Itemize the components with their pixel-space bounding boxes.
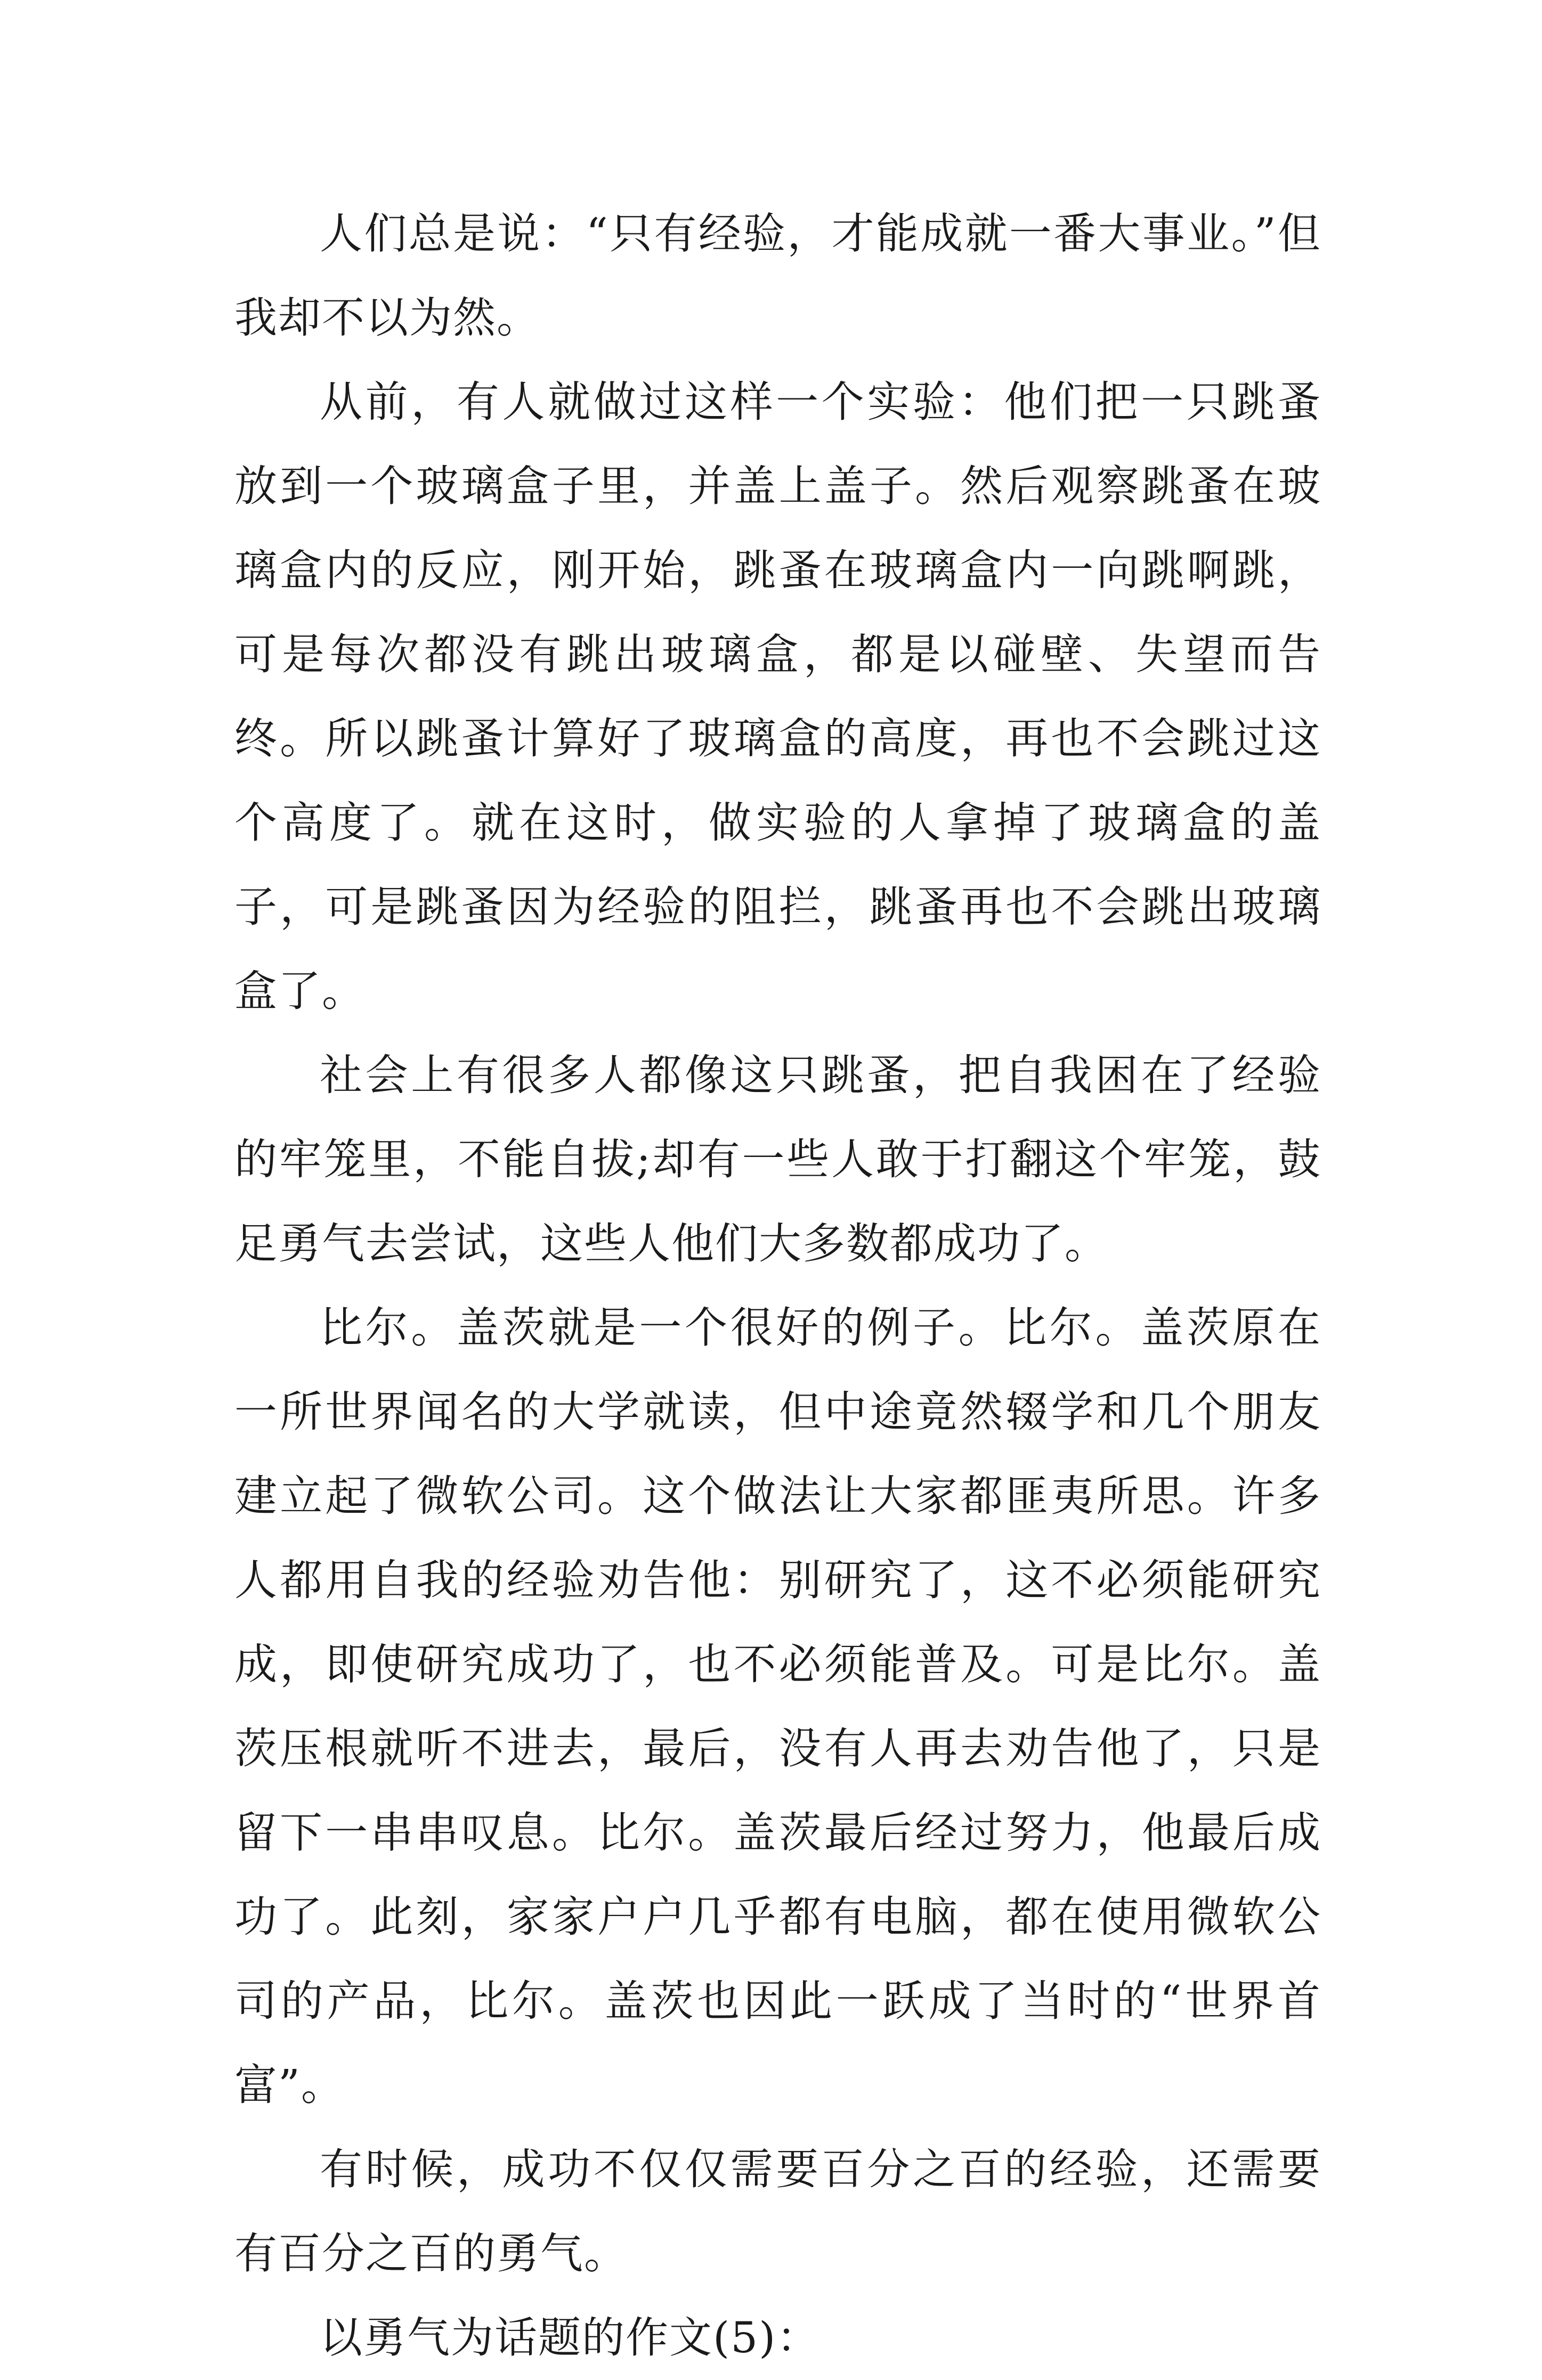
paragraph-conclusion: 有时候，成功不仅仅需要百分之百的经验，还需要有百分之百的勇气。 bbox=[234, 2145, 1321, 2278]
paragraph-bill-gates: 比尔。盖茨就是一个很好的例子。比尔。盖茨原在一所世界闻名的大学就读，但中途竟然辍学和几个朋友建立起了微软公司。这个做法让大家都匪夷所思。许多人都用自我的经验劝告他：别研究了，这不必须能研究成，即使研究成功了，也不必须能普及。可是比尔。盖茨压根就听不进去，最后，没有人再去劝告他了，只是留下一串串叹息。比尔。盖茨最后经过努力，他最后成功了。此刻，家家户户几乎都有电脑，都在使用微软公司的产品，比尔。盖茨也因此一跃成了当时的“世界首富”。 bbox=[234, 1303, 1321, 2110]
essay-body bbox=[234, 192, 1321, 2380]
paragraph-flea-experiment: 从前，有人就做过这样一个实验：他们把一只跳蚤放到一个玻璃盒子里，并盖上盖子。然后观察跳蚤在玻璃盒内的反应，刚开始，跳蚤在玻璃盒内一向跳啊跳，可是每次都没有跳出玻璃盒，都是以碰壁、失望而告终。所以跳蚤计算好了玻璃盒的高度，再也不会跳过这个高度了。就在这时，做实验的人拿掉了玻璃盒的盖子，可是跳蚤因为经验的阻拦，跳蚤再也不会跳出玻璃盒了。 bbox=[234, 377, 1321, 1016]
paragraph-intro: 人们总是说：“只有经验，才能成就一番大事业。”但我却不以为然。 bbox=[234, 209, 1321, 343]
paragraph-society: 社会上有很多人都像这只跳蚤，把自我困在了经验的牢笼里，不能自拔;却有一些人敢于打翻这个牢笼，鼓足勇气去尝试，这些人他们大多数都成功了。 bbox=[234, 1050, 1321, 1268]
paragraph-next-essay-heading: 以勇气为话题的作文(5)： bbox=[320, 2313, 821, 2362]
